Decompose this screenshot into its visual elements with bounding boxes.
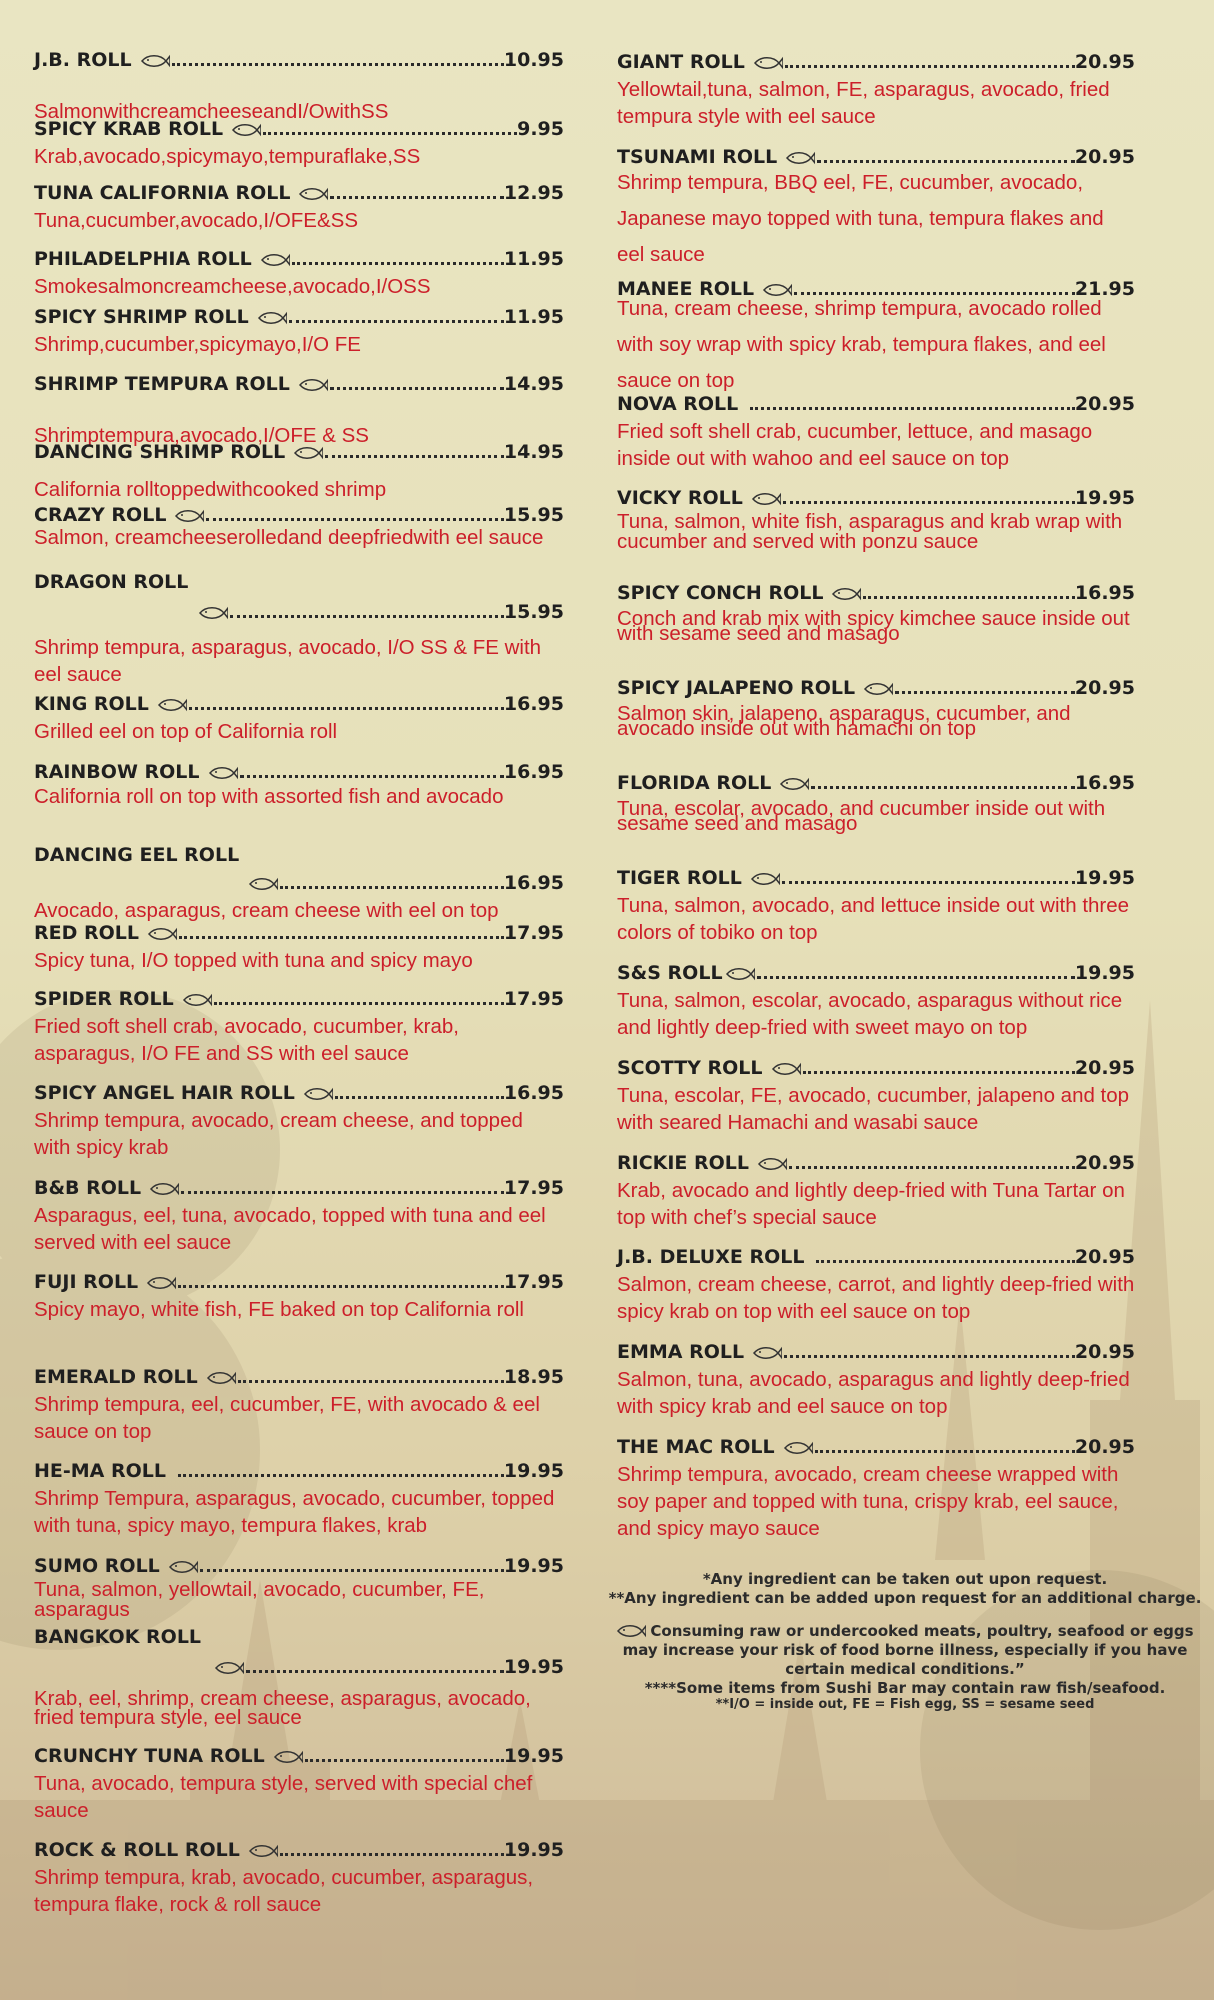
item-description: Fried soft shell crab, avocado, cucumber, krab, asparagus, I/O FE and SS with eel sauce — [34, 1015, 460, 1065]
item-price: 20.95 — [1074, 393, 1135, 415]
menu-item-rock-and-roll-roll — [34, 1838, 564, 1918]
leader-dots — [178, 1285, 504, 1288]
item-description: Shrimp Tempura, asparagus, avocado, cucumber, topped with tuna, spicy mayo, tempura flakes, krab — [34, 1487, 555, 1537]
leader-dots — [280, 886, 504, 889]
item-price: 14.95 — [503, 373, 564, 395]
item-price: 16.95 — [503, 1082, 564, 1104]
menu-item-jb-roll — [34, 48, 564, 125]
item-description: Grilled eel on top of California roll — [34, 720, 338, 743]
item-name: EMERALD ROLL — [34, 1366, 198, 1388]
leader-dots — [816, 1260, 1074, 1263]
item-price: 16.95 — [1074, 772, 1135, 794]
item-price: 9.95 — [517, 118, 564, 140]
leader-dots — [863, 596, 1074, 599]
item-price: 11.95 — [503, 248, 564, 270]
item-price: 20.95 — [1074, 1436, 1135, 1458]
menu-item-s-and-s-roll — [617, 961, 1135, 1041]
leader-dots — [895, 691, 1075, 694]
item-description: Tuna, salmon, avocado, and lettuce inside out with three colors of tobiko on top — [617, 894, 1130, 944]
item-name: ROCK & ROLL ROLL — [34, 1839, 240, 1861]
item-name: GIANT ROLL — [617, 51, 745, 73]
menu-item-dragon-roll — [34, 570, 564, 688]
item-description: Tuna,cucumber,avocado,I/OFE&SS — [34, 209, 358, 232]
item-description: SalmonwithcreamcheeseandI/OwithSS — [34, 100, 389, 123]
leader-dots — [335, 1096, 504, 1099]
item-name: J.B. ROLL — [34, 49, 132, 71]
menu-item-spicy-conch-roll — [617, 581, 1135, 645]
item-name: SHRIMP TEMPURA ROLL — [34, 373, 290, 395]
fish-icon — [751, 492, 781, 506]
item-name: CRUNCHY TUNA ROLL — [34, 1745, 265, 1767]
item-name: THE MAC ROLL — [617, 1436, 775, 1458]
item-price: 19.95 — [1074, 487, 1135, 509]
item-description: Krab, eel, shrimp, cream cheese, asparagus, avocado, fried tempura style, eel sauce — [34, 1687, 531, 1729]
item-name: SPICY JALAPENO ROLL — [617, 677, 856, 699]
menu-notes — [600, 1570, 1210, 1712]
note-ingredient-removal: *Any ingredient can be taken out upon request. — [702, 1570, 1108, 1588]
fish-icon — [208, 766, 238, 780]
fish-icon — [753, 56, 783, 70]
leader-dots — [238, 1380, 504, 1383]
leader-dots — [246, 1670, 504, 1673]
item-price: 19.95 — [1074, 962, 1135, 984]
item-name: SPICY SHRIMP ROLL — [34, 306, 249, 328]
leader-dots — [815, 1450, 1075, 1453]
item-name: DANCING EEL ROLL — [34, 844, 240, 866]
item-description: Tuna, avocado, tempura style, served with special chef sauce — [34, 1772, 533, 1822]
leader-dots — [240, 775, 504, 778]
item-name: NOVA ROLL — [617, 393, 739, 415]
leader-dots — [181, 1191, 504, 1194]
menu-item-rainbow-roll — [34, 760, 564, 808]
item-price: 17.95 — [503, 1271, 564, 1293]
menu-item-king-roll — [34, 692, 564, 745]
item-description: Spicy mayo, white fish, FE baked on top California roll — [34, 1298, 524, 1321]
menu-item-florida-roll — [617, 771, 1135, 835]
item-price: 19.95 — [503, 1460, 564, 1482]
item-description: Yellowtail,tuna, salmon, FE, asparagus, avocado, fried tempura style with eel sauce — [617, 78, 1110, 128]
item-description: Salmon, cream cheese, carrot, and lightly deep-fried with spicy krab on top with eel sauce on top — [617, 1273, 1135, 1323]
item-price: 20.95 — [1074, 677, 1135, 699]
leader-dots — [811, 786, 1075, 789]
item-description: Shrimp tempura, avocado, cream cheese, and topped with spicy krab — [34, 1109, 523, 1159]
leader-dots — [206, 518, 503, 521]
fish-icon — [206, 1371, 236, 1385]
menu-item-red-roll — [34, 921, 564, 974]
item-price: 20.95 — [1074, 1246, 1135, 1268]
leader-dots — [330, 196, 503, 199]
item-name: PHILADELPHIA ROLL — [34, 248, 252, 270]
item-name: TUNA CALIFORNIA ROLL — [34, 182, 291, 204]
fish-icon — [214, 1661, 244, 1675]
item-description: Fried soft shell crab, cucumber, lettuce, and masago inside out with wahoo and eel sauce on top — [617, 420, 1093, 470]
note-sushi-bar: ****Some items from Sushi Bar may contain raw fish/seafood. — [644, 1679, 1166, 1697]
fish-icon — [260, 253, 290, 267]
item-name: SPICY ANGEL HAIR ROLL — [34, 1082, 295, 1104]
item-name: SUMO ROLL — [34, 1555, 160, 1577]
item-description: Shrimptempura,avocado,I/OFE & SS — [34, 424, 369, 447]
item-name: J.B. DELUXE ROLL — [617, 1246, 805, 1268]
leader-dots — [214, 1002, 504, 1005]
item-price: 12.95 — [503, 182, 564, 204]
fish-icon — [140, 54, 170, 68]
item-description: Shrimp tempura, BBQ eel, FE, cucumber, avocado, Japanese mayo topped with tuna, tempura flakes and eel sauce — [617, 171, 1104, 266]
menu-item-vicky-roll — [617, 486, 1135, 552]
leader-dots — [782, 881, 1075, 884]
menu-item-tiger-roll — [617, 866, 1135, 946]
item-price: 11.95 — [503, 306, 564, 328]
fish-icon — [725, 967, 755, 981]
item-price: 17.95 — [503, 922, 564, 944]
item-price: 16.95 — [503, 761, 564, 783]
leader-dots — [292, 262, 504, 265]
note-ingredient-addition: **Any ingredient can be added upon request for an additional charge. — [608, 1589, 1202, 1607]
fish-icon — [616, 1624, 646, 1638]
fish-icon — [293, 446, 323, 460]
item-price: 21.95 — [1074, 278, 1135, 300]
item-name: SPIDER ROLL — [34, 988, 174, 1010]
item-description: Tuna, cream cheese, shrimp tempura, avocado rolled with soy wrap with spicy krab, tempura flakes, and eel sauce on top — [617, 297, 1106, 392]
item-price: 20.95 — [1074, 51, 1135, 73]
item-name: DANCING SHRIMP ROLL — [34, 441, 286, 463]
fish-icon — [785, 151, 815, 165]
menu-item-manee-roll — [617, 277, 1135, 399]
item-price: 10.95 — [503, 49, 564, 71]
fish-icon — [273, 1750, 303, 1764]
item-description: Tuna, salmon, white fish, asparagus and krab wrap with cucumber and served with ponzu sauce — [617, 510, 1123, 553]
fish-icon — [752, 1346, 782, 1360]
item-price: 15.95 — [503, 601, 564, 623]
leader-dots — [263, 132, 517, 135]
leader-dots — [289, 320, 504, 323]
item-price: 16.95 — [503, 693, 564, 715]
item-description: Shrimp tempura, asparagus, avocado, I/O SS & FE with eel sauce — [34, 636, 542, 686]
menu-item-the-mac-roll — [617, 1435, 1135, 1542]
item-price: 20.95 — [1074, 1057, 1135, 1079]
fish-icon — [146, 1276, 176, 1290]
fish-icon — [231, 123, 261, 137]
leader-dots — [172, 63, 504, 66]
item-description: Tuna, escolar, avocado, and cucumber inside out with sesame seed and masago — [617, 797, 1106, 835]
item-description: Shrimp tempura, krab, avocado, cucumber, asparagus, tempura flake, rock & roll sauce — [34, 1866, 534, 1916]
item-name: MANEE ROLL — [617, 278, 755, 300]
fish-icon — [303, 1087, 333, 1101]
menu-item-crazy-roll — [34, 503, 564, 547]
leader-dots — [783, 501, 1075, 504]
fish-icon — [182, 993, 212, 1007]
item-name: SCOTTY ROLL — [617, 1057, 763, 1079]
item-description: California rolltoppedwithcooked shrimp — [34, 478, 387, 501]
item-description: Salmon, creamcheeserolledand deepfriedwith eel sauce — [34, 526, 544, 549]
menu-item-spicy-shrimp-roll — [34, 305, 564, 358]
leader-dots — [189, 707, 504, 710]
item-description: Krab,avocado,spicymayo,tempuraflake,SS — [34, 145, 421, 168]
item-name: VICKY ROLL — [617, 487, 743, 509]
item-description: Avocado, asparagus, cream cheese with eel on top — [34, 899, 499, 922]
menu-item-tuna-california-roll — [34, 181, 564, 234]
fish-icon — [248, 877, 278, 891]
item-price: 20.95 — [1074, 146, 1135, 168]
item-description: Smokesalmoncreamcheese,avocado,I/OSS — [34, 275, 431, 298]
item-description: Conch and krab mix with spicy kimchee sauce inside out with sesame seed and masago — [617, 607, 1130, 645]
item-price: 17.95 — [503, 988, 564, 1010]
item-name: TSUNAMI ROLL — [617, 146, 778, 168]
leader-dots — [803, 1071, 1075, 1074]
item-name: FLORIDA ROLL — [617, 772, 772, 794]
item-description: Asparagus, eel, tuna, avocado, topped with tuna and eel served with eel sauce — [34, 1204, 546, 1254]
leader-dots — [280, 1853, 504, 1856]
fish-icon — [771, 1062, 801, 1076]
item-price: 16.95 — [503, 872, 564, 894]
item-price: 15.95 — [503, 504, 564, 526]
menu-item-giant-roll — [617, 50, 1135, 130]
leader-dots — [789, 1166, 1075, 1169]
item-description: Shrimp tempura, avocado, cream cheese wrapped with soy paper and topped with tuna, crispy krab, eel sauce, and spicy mayo sauce — [617, 1463, 1119, 1540]
note-raw-food-warning — [600, 1622, 1210, 1679]
item-name: RAINBOW ROLL — [34, 761, 200, 783]
item-description: Spicy tuna, I/O topped with tuna and spicy mayo — [34, 949, 473, 972]
fish-icon — [779, 777, 809, 791]
item-description: Tuna, escolar, FE, avocado, cucumber, jalapeno and top with seared Hamachi and wasabi sauce — [617, 1084, 1130, 1134]
fish-icon — [750, 872, 780, 886]
fish-icon — [757, 1157, 787, 1171]
item-name: RICKIE ROLL — [617, 1152, 750, 1174]
fish-icon — [831, 587, 861, 601]
leader-dots — [785, 65, 1075, 68]
menu-item-dancing-eel-roll — [34, 843, 564, 924]
fish-icon — [174, 509, 204, 523]
item-price: 17.95 — [503, 1177, 564, 1199]
menu-item-philadelphia-roll — [34, 247, 564, 300]
menu-item-crunchy-tuna-roll — [34, 1744, 564, 1824]
item-price: 19.95 — [503, 1839, 564, 1861]
item-description: Tuna, salmon, escolar, avocado, asparagus without rice and lightly deep-fried with sweet mayo on top — [617, 989, 1123, 1039]
menu-item-emerald-roll — [34, 1365, 564, 1445]
item-description: Shrimp,cucumber,spicymayo,I/O FE — [34, 333, 361, 356]
item-name: KING ROLL — [34, 693, 149, 715]
leader-dots — [750, 407, 1075, 410]
item-price: 20.95 — [1074, 1152, 1135, 1174]
fish-icon — [257, 311, 287, 325]
item-price: 18.95 — [503, 1366, 564, 1388]
warning-text: Consuming raw or undercooked meats, poultry, seafood or eggs may increase your risk of food borne illness, especially if you have certain medical conditions.” — [622, 1622, 1194, 1678]
menu-item-dancing-shrimp-roll — [34, 440, 564, 503]
fish-icon — [863, 682, 893, 696]
menu-item-fuji-roll — [34, 1270, 564, 1323]
leader-dots — [330, 387, 504, 390]
fish-icon — [783, 1441, 813, 1455]
leader-dots — [784, 1355, 1075, 1358]
item-name: BANGKOK ROLL — [34, 1626, 202, 1648]
item-description: Salmon skin, jalapeno, asparagus, cucumber, and avocado inside out with hamachi on top — [617, 702, 1071, 740]
fish-icon — [298, 378, 328, 392]
item-name: SPICY CONCH ROLL — [617, 582, 824, 604]
fish-icon — [147, 927, 177, 941]
item-price: 19.95 — [503, 1656, 564, 1678]
leader-dots — [757, 976, 1075, 979]
menu-item-spicy-angel-hair-roll — [34, 1081, 564, 1161]
menu-item-sumo-roll — [34, 1554, 564, 1620]
leader-dots — [200, 1569, 504, 1572]
fish-icon — [198, 606, 228, 620]
menu-item-shrimp-tempura-roll — [34, 372, 564, 449]
leader-dots — [325, 455, 504, 458]
item-price: 20.95 — [1074, 1341, 1135, 1363]
item-price: 19.95 — [1074, 867, 1135, 889]
item-description: Krab, avocado and lightly deep-fried with Tuna Tartar on top with chef’s special sauce — [617, 1179, 1125, 1229]
fish-icon — [168, 1560, 198, 1574]
leader-dots — [305, 1759, 504, 1762]
note-abbreviation-legend: **I/O = inside out, FE = Fish egg, SS = sesame seed — [715, 1697, 1095, 1712]
leader-dots — [817, 160, 1075, 163]
item-name: B&B ROLL — [34, 1177, 142, 1199]
menu-item-tsunami-roll — [617, 145, 1135, 273]
item-name: HE-MA ROLL — [34, 1460, 166, 1482]
leader-dots — [230, 615, 504, 618]
item-description: Tuna, salmon, yellowtail, avocado, cucumber, FE, asparagus — [34, 1578, 485, 1621]
leader-dots — [179, 936, 504, 939]
item-name: SPICY KRAB ROLL — [34, 118, 224, 140]
menu-item-he-ma-roll — [34, 1459, 564, 1539]
fish-icon — [248, 1844, 278, 1858]
item-name: TIGER ROLL — [617, 867, 742, 889]
leader-dots — [178, 1474, 504, 1477]
item-description: Shrimp tempura, eel, cucumber, FE, with avocado & eel sauce on top — [34, 1393, 540, 1443]
fish-icon — [298, 187, 328, 201]
item-description: Salmon, tuna, avocado, asparagus and lightly deep-fried with spicy krab and eel sauce on top — [617, 1368, 1130, 1418]
menu-item-bangkok-roll — [34, 1625, 564, 1727]
menu-item-spicy-jalapeno-roll — [617, 676, 1135, 740]
item-name: DRAGON ROLL — [34, 571, 189, 593]
menu-item-spider-roll — [34, 987, 564, 1067]
item-price: 19.95 — [503, 1555, 564, 1577]
menu-item-nova-roll — [617, 392, 1135, 472]
item-description: California roll on top with assorted fish and avocado — [34, 785, 504, 808]
menu-item-spicy-krab-roll — [34, 117, 564, 170]
item-name: RED ROLL — [34, 922, 139, 944]
menu-item-rickie-roll — [617, 1151, 1135, 1231]
menu-item-jb-deluxe-roll — [617, 1245, 1135, 1325]
item-name: FUJI ROLL — [34, 1271, 139, 1293]
item-name: EMMA ROLL — [617, 1341, 745, 1363]
menu-item-scotty-roll — [617, 1056, 1135, 1136]
fish-icon — [157, 698, 187, 712]
item-name: CRAZY ROLL — [34, 504, 167, 526]
item-price: 16.95 — [1074, 582, 1135, 604]
item-price: 14.95 — [503, 441, 564, 463]
menu-item-emma-roll — [617, 1340, 1135, 1420]
item-name: S&S ROLL — [617, 962, 723, 984]
menu-item-bb-roll — [34, 1176, 564, 1256]
fish-icon — [149, 1182, 179, 1196]
item-price: 19.95 — [503, 1745, 564, 1767]
